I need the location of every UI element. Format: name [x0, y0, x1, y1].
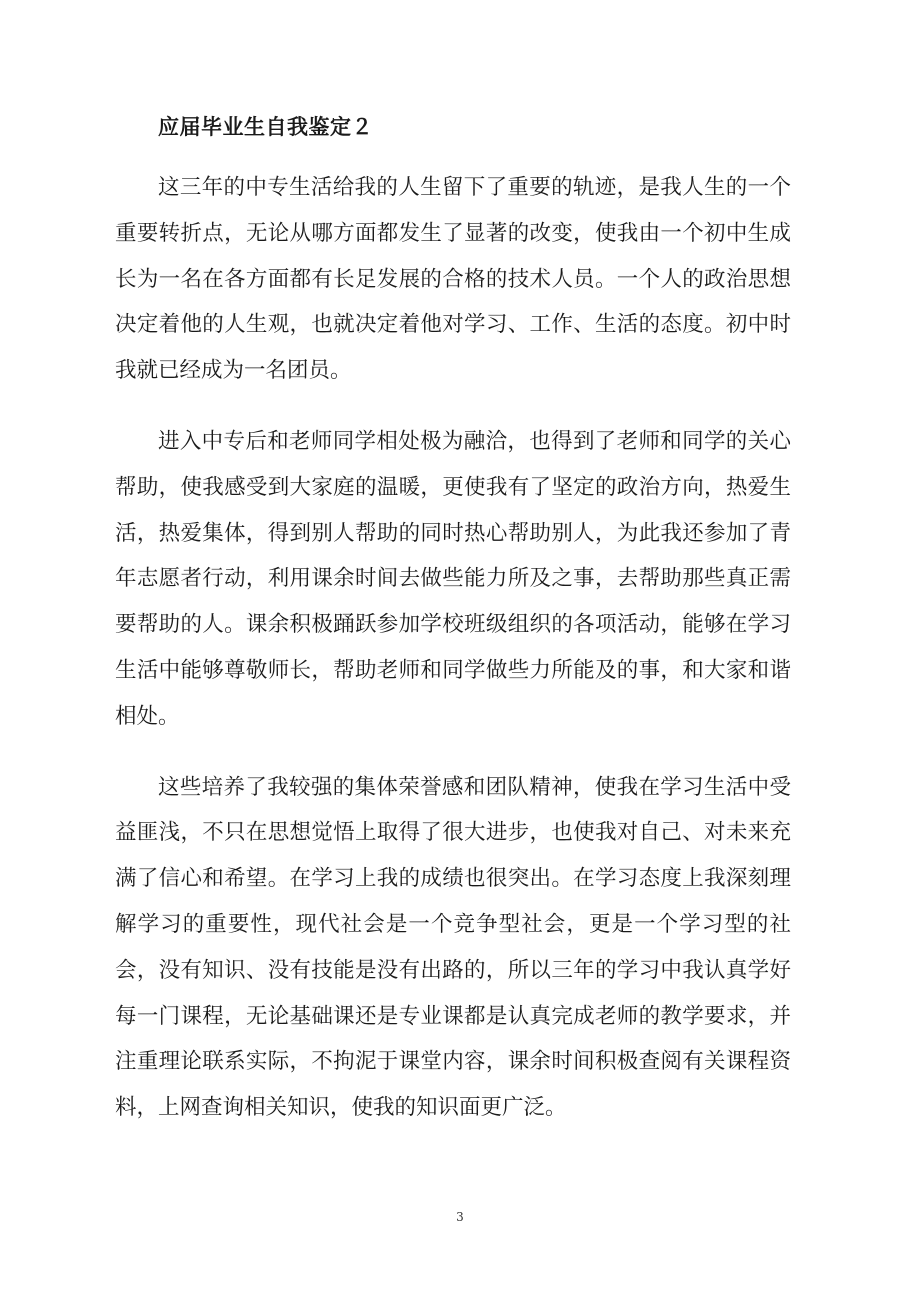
- document-body: [115, 165, 791, 1131]
- paragraph-2: 进入中专后和老师同学相处极为融洽，也得到了老师和同学的关心帮助，使我感受到大家庭的温暖，更使我有了坚定的政治方向，热爱生活，热爱集体，得到别人帮助的同时热心帮助别人，为此我还参加了青年志愿者行动，利用课余时间去做些能力所及之事，去帮助那些真正需要帮助的人。课余积极踊跃参加学校班级组织的各项活动，能够在学习生活中能够尊敬师长，帮助老师和同学做些力所能及的事，和大家和谐相处。: [115, 428, 791, 729]
- paragraph-1: 这三年的中专生活给我的人生留下了重要的轨迹，是我人生的一个重要转折点，无论从哪方面都发生了显著的改变，使我由一个初中生成长为一名在各方面都有长足发展的合格的技术人员。一个人的政治思想决定着他的人生观，也就决定着他对学习、工作、生活的态度。初中时我就已经成为一名团员。: [115, 175, 791, 384]
- document-title: 应届毕业生自我鉴定２: [158, 114, 373, 139]
- paragraph-3: 这些培养了我较强的集体荣誉感和团队精神，使我在学习生活中受益匪浅，不只在思想觉悟上取得了很大进步，也使我对自己、对未来充满了信心和希望。在学习上我的成绩也很突出。在学习态度上我深刻理解学习的重要性，现代社会是一个竞争型社会，更是一个学习型的社会，没有知识、没有技能是没有出路的，所以三年的学习中我认真学好每一门课程，无论基础课还是专业课都是认真完成老师的教学要求，并注重理论联系实际，不拘泥于课堂内容，课余时间积极查阅有关课程资料，上网查询相关知识，使我的知识面更广泛。: [115, 774, 791, 1121]
- page-number: 3: [456, 1210, 464, 1224]
